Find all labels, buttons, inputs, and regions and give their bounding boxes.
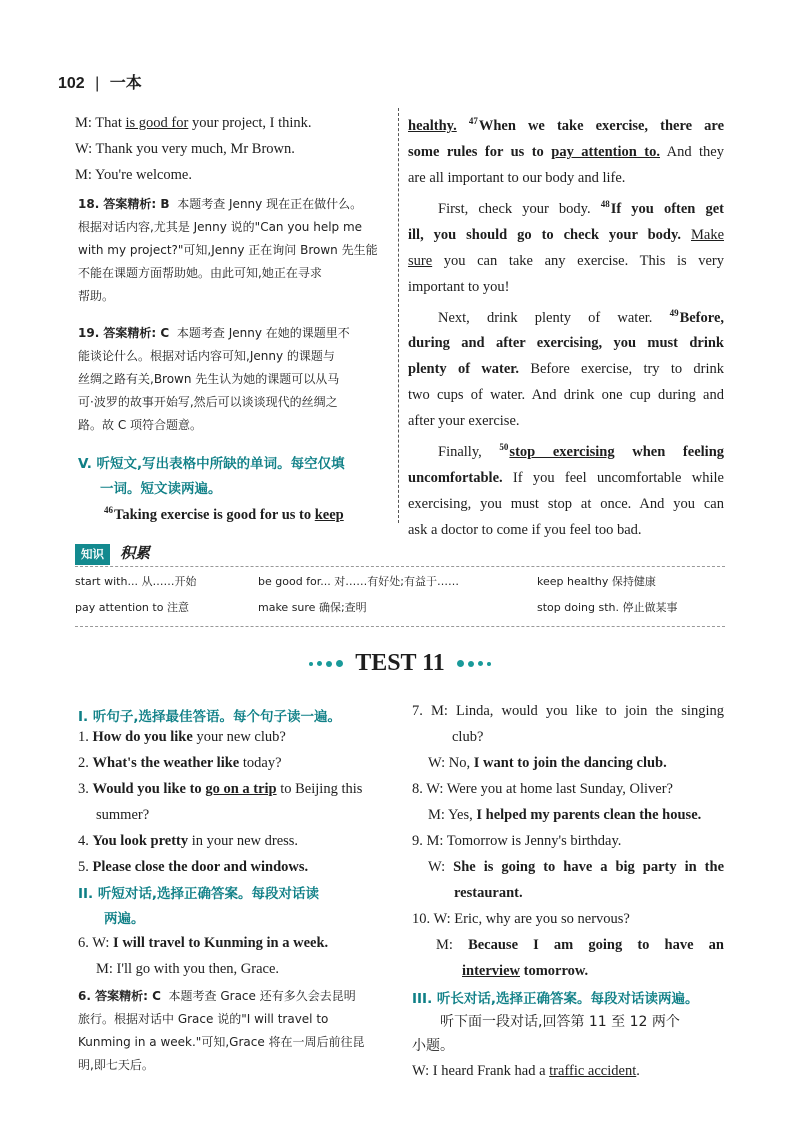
question-10: 10. W: Eric, why are you so nervous? — [412, 911, 630, 927]
question-6: 6. W: I will travel to Kunming in a week. — [78, 935, 329, 951]
dialogue-line: M: You're welcome. — [75, 167, 192, 183]
question-4: 4. You look pretty in your new dress. — [78, 833, 299, 849]
question-11: W: I heard Frank had a traffic accident. — [412, 1063, 640, 1079]
page-header — [58, 70, 142, 93]
answer-analysis-6: 6. 答案精析: C 本题考查 Grace 还有多久会去昆明 旅行。根据对话中 Grace 说的"I will travel to Kunming in a week."可知,Grace 将在一周后前往昆 明,即七天后。 — [78, 989, 365, 1072]
question-3: 3. Would you like to go on a trip to Beijing this — [78, 781, 363, 797]
title-dots-right — [455, 654, 493, 671]
question-10-reply: M: Because I am going to have an — [436, 937, 724, 953]
section-iii-intro-cont: 小题。 — [412, 1038, 454, 1054]
question-7: 7. M: Linda, would you like to join the singing — [412, 703, 724, 719]
knowledge-item: be good for... 对……有好处;有益于…… — [258, 575, 459, 588]
question-5: 5. Please close the door and windows. — [78, 859, 309, 875]
section-iii-heading: III. 听长对话,选择正确答案。每段对话读两遍。 — [412, 991, 699, 1007]
answer-label: 19. 答案精析: C — [78, 326, 170, 340]
section-ii-heading-cont: 两遍。 — [104, 911, 145, 927]
question-8: 8. W: Were you at home last Sunday, Oliver? — [412, 781, 673, 797]
knowledge-item: stop doing sth. 停止做某事 — [537, 601, 678, 614]
question-9: 9. M: Tomorrow is Jenny's birthday. — [412, 833, 622, 849]
question-7-reply: W: No, I want to join the dancing club. — [428, 755, 667, 771]
dialogue-line: W: Thank you very much, Mr Brown. — [75, 141, 295, 157]
question-8-reply: M: Yes, I helped my parents clean the house. — [428, 807, 702, 823]
question-2: 2. What's the weather like today? — [78, 755, 282, 771]
column-divider — [398, 108, 399, 523]
knowledge-header — [75, 542, 150, 564]
page-number: 102 — [58, 75, 85, 92]
dialogue-line: M: That is good for your project, I think. — [75, 115, 312, 131]
knowledge-divider-top — [75, 566, 725, 567]
answer-analysis-18: 18. 答案精析: B 本题考查 Jenny 现在正在做什么。 根据对话内容,尤其是 Jenny 说的"Can you help me with my project?"可知,Jenny 正在询问 Brown 先生能 不能在课题方面帮助她。由此可知,她正在寻求 帮助。 — [78, 197, 378, 303]
test-title: TEST 11 — [355, 650, 445, 676]
test-title-row — [0, 650, 800, 677]
knowledge-divider-bottom — [75, 626, 725, 627]
knowledge-badge: 知识 — [75, 544, 110, 565]
knowledge-item: keep healthy 保持健康 — [537, 575, 656, 588]
section-v-heading-cont: 一词。短文读两遍。 — [100, 481, 222, 497]
passage-line: $^{46}$Taking exercise is good for us to keep — [104, 505, 344, 523]
knowledge-title: 积累 — [120, 544, 151, 562]
answer-label: 6. 答案精析: C — [78, 989, 161, 1003]
section-i-heading: I. 听句子,选择最佳答语。每个句子读一遍。 — [78, 709, 341, 725]
header-separator: | — [95, 75, 100, 92]
question-6-reply: M: I'll go with you then, Grace. — [96, 961, 280, 977]
section-ii-heading: II. 听短对话,选择正确答案。每段对话读 — [78, 886, 320, 902]
section-v-heading: V. 听短文,写出表格中所缺的单词。每空仅填 — [78, 456, 345, 472]
book-title: 一本 — [109, 73, 142, 92]
knowledge-item: make sure 确保;查明 — [258, 601, 367, 614]
question-3-cont: summer? — [96, 807, 150, 823]
passage-text: healthy. $^{47}$When we take exercise, there are some rules for us to pay attention to. And they are all important to our body and life. First, check your body. $^{48}$If you often get ill, you should go to check your body. Make sure you can take any exercise. This is very important to you! Next, drink plenty of water. $^{49}$Before, during and after exercising, you must drink plenty of water. Before exercise, try to drink two cups of water. And drink one cup during and after your exercise. Finally, $^{50}$stop exercising when feeling uncomfortable. If you feel uncomfortable while exercising, you must stop at once. And you can ask a doctor to come if you feel too bad. — [408, 116, 725, 539]
title-dots-left — [307, 654, 345, 671]
answer-analysis-19: 19. 答案精析: C 本题考查 Jenny 在她的课题里不 能谈论什么。根据对话内容可知,Jenny 的课题与 丝绸之路有关,Brown 先生认为她的课题可以从马 可·波罗的故事开始写,然后可以谈谈现代的丝绸之 路。故 C 项符合题意。 — [78, 326, 350, 432]
question-9-reply: W: She is going to have a big party in the — [428, 859, 725, 875]
knowledge-item: start with... 从……开始 — [75, 575, 197, 588]
question-1: 1. How do you like your new club? — [78, 729, 286, 745]
section-iii-intro: 听下面一段对话,回答第 11 至 12 两个 — [440, 1014, 680, 1030]
right-bottom-column: 7. M: Linda, would you like to join the singing club? W: No, I want to join the dancing club. 8. W: Were you at home last Sunday, Oliver? M: Yes, I helped my parents clean the house. 9. M: Tomorrow is Jenny's birthday. W: She is going to have a big party in the restaurant. 10. W: Eric, why are you so nervous? M: Because I am going to have an interview tomorrow. — [412, 698, 724, 984]
knowledge-item: pay attention to 注意 — [75, 601, 189, 614]
answer-label: 18. 答案精析: B — [78, 197, 170, 211]
